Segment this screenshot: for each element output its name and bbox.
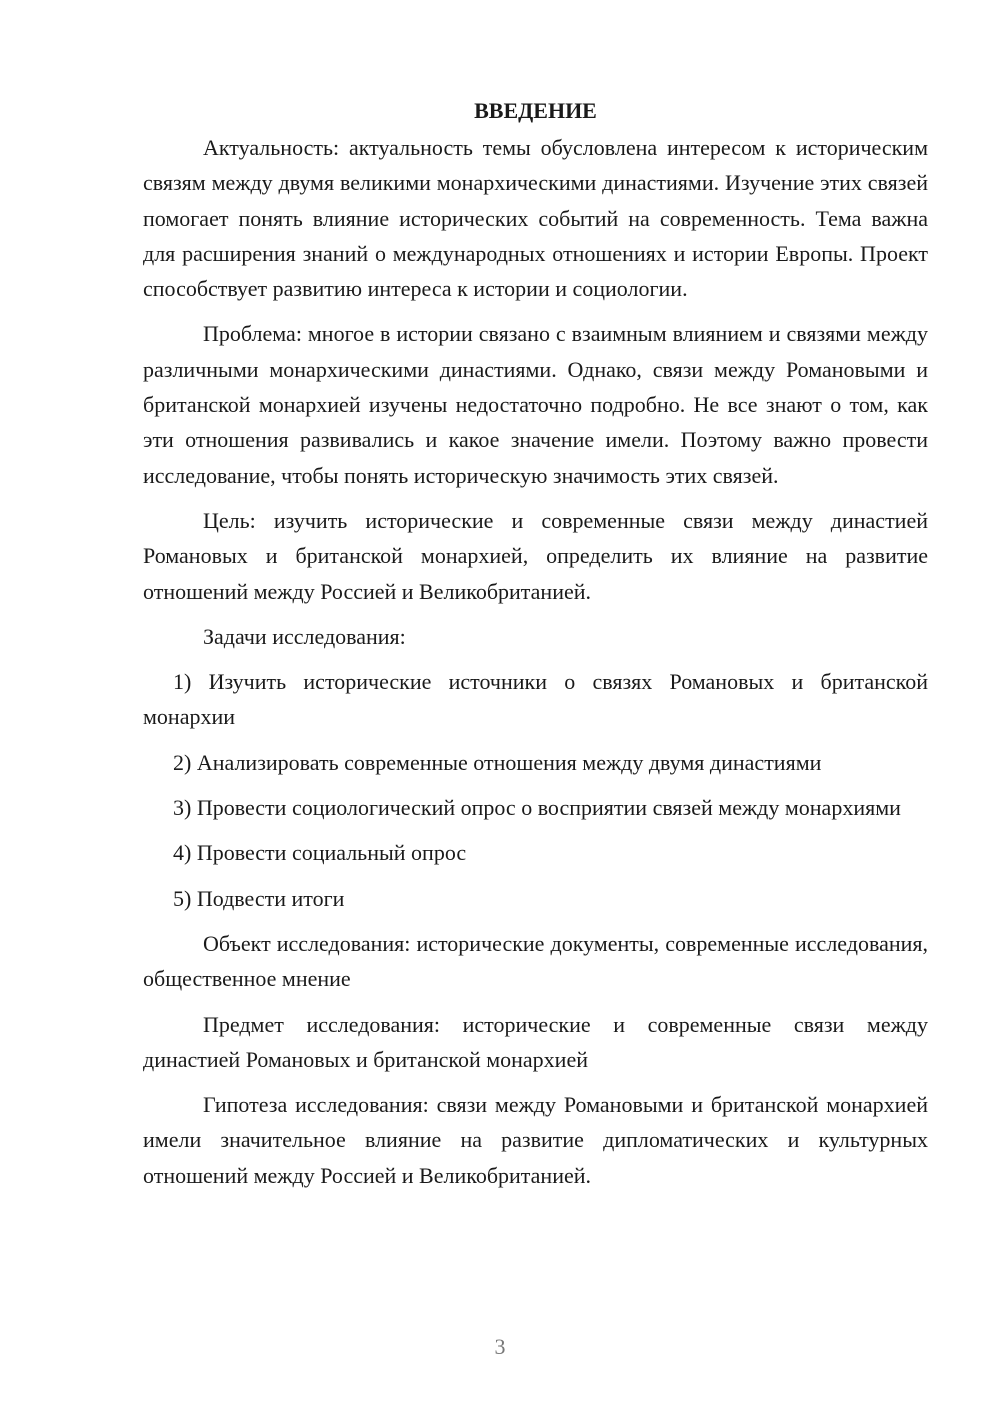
task-item-1: 1) Изучить исторические источники о связях Романовых и британской монархии xyxy=(143,669,928,730)
task-item-5: 5) Подвести итоги xyxy=(173,885,345,911)
paragraph-relevance: Актуальность: актуальность темы обусловлена интересом к историческим связям между двумя великими монархическими династиями. Изучение этих связей помогает понять влияние исторических событий на современность. Тема важна для расширения знаний о международных отношениях и истории Европы. Проект способствует развитию интереса к истории и социологии. xyxy=(143,135,928,302)
paragraph-hypothesis: Гипотеза исследования: связи между Романовыми и британской монархией имели значительное влияние на развитие дипломатических и культурных отношений между Россией и Великобританией. xyxy=(143,1092,928,1188)
paragraph-problem: Проблема: многое в истории связано с взаимным влиянием и связями между различными монархическими династиями. Однако, связи между Романовыми и британской монархией изучены недостаточно подробно. Не все знают о том, как эти отношения развивались и какое значение имели. Поэтому важно провести исследование, чтобы понять историческую значимость этих связей. xyxy=(143,321,928,488)
task-item-2: 2) Анализировать современные отношения между двумя династиями xyxy=(173,749,822,775)
task-item-4: 4) Провести социальный опрос xyxy=(173,840,467,866)
task-item-3: 3) Провести социологический опрос о восприятии связей между монархиями xyxy=(173,795,901,821)
paragraph-goal: Цель: изучить исторические и современные связи между династией Романовых и британской монархией, определить их влияние на развитие отношений между Россией и Великобританией. xyxy=(143,507,928,604)
paragraph-object: Объект исследования: исторические документы, современные исследования, общественное мнение xyxy=(143,930,928,992)
document-page xyxy=(143,93,928,1203)
paragraph-subject: Предмет исследования: исторические и современные связи между династией Романовых и британской монархией xyxy=(143,1011,928,1072)
section-title: ВВЕДЕНИЕ xyxy=(474,98,597,123)
tasks-heading: Задачи исследования: xyxy=(203,623,406,649)
page-number: 3 xyxy=(494,1334,506,1359)
